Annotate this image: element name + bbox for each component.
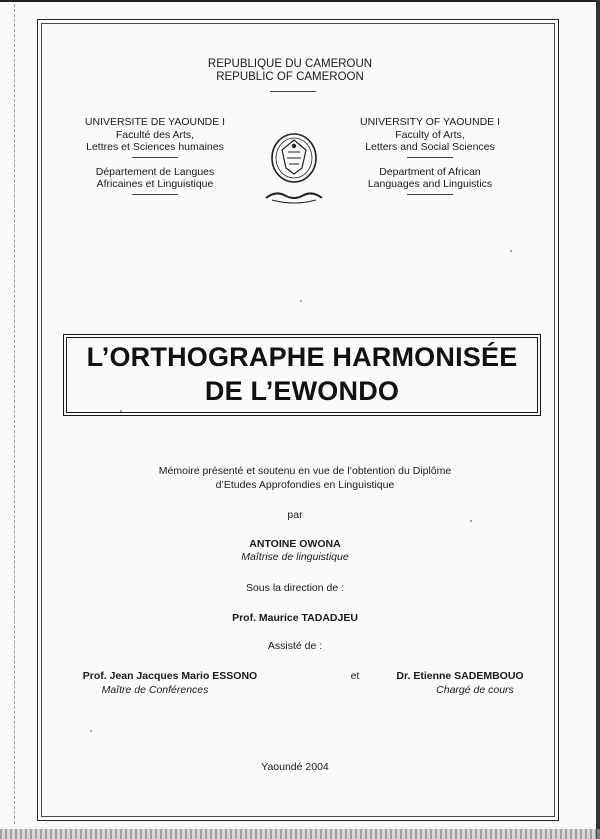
scan-edge-bottom: [0, 829, 600, 839]
left-university: UNIVERSITE DE YAOUNDE I: [84, 116, 226, 128]
scan-speck: [510, 250, 512, 252]
left-rule-1: [132, 157, 178, 158]
purpose-line-1: Mémoire présenté et soutenu en vue de l’obtention du Diplôme: [158, 465, 452, 477]
republic-fr: REPUBLIQUE DU CAMEROUN: [207, 58, 373, 70]
title-line-2: DE L’EWONDO: [204, 376, 400, 406]
by-label: par: [287, 509, 303, 521]
scan-speck: [300, 300, 302, 302]
assistant-2-name: Dr. Etienne SADEMBOUO: [396, 670, 524, 682]
right-faculty-line2: Letters and Social Sciences: [365, 141, 495, 153]
scan-speck: [120, 410, 122, 412]
scan-speck: [470, 520, 472, 522]
assisted-label: Assisté de :: [267, 640, 323, 652]
scan-speck: [90, 730, 92, 732]
assistant-1-name: Prof. Jean Jacques Mario ESSONO: [82, 670, 258, 682]
right-rule-1: [407, 157, 453, 158]
scan-edge-top: [0, 0, 600, 16]
right-faculty-line1: Faculty of Arts,: [395, 128, 465, 141]
assistant-1-title: Maître de Conférences: [101, 684, 209, 696]
left-rule-2: [132, 194, 178, 195]
conjunction-et: et: [350, 670, 360, 682]
right-rule-2: [407, 194, 453, 195]
right-department-line1: Department of African: [379, 165, 481, 178]
right-university: UNIVERSITY OF YAOUNDE I: [359, 116, 501, 128]
scan-edge-right: [596, 0, 600, 839]
author-degree: Maîtrise de linguistique: [241, 551, 349, 563]
left-department-line2: Africaines et Linguistique: [96, 178, 214, 190]
republic-en: REPUBLIC OF CAMEROON: [216, 71, 364, 83]
scan-edge-left: [14, 4, 15, 824]
supervisor-name: Prof. Maurice TADADJEU: [232, 612, 358, 624]
left-faculty-line2: Lettres et Sciences humaines: [86, 141, 224, 153]
left-faculty-line1: Faculté des Arts,: [115, 128, 195, 141]
left-department-line1: Département de Langues: [95, 165, 215, 178]
place-date: Yaoundé 2004: [261, 761, 329, 773]
supervision-label: Sous la direction de :: [245, 582, 345, 594]
right-institution-block: [325, 116, 535, 198]
left-institution-block: [55, 116, 255, 198]
author-name: ANTOINE OWONA: [249, 538, 341, 550]
purpose-line-2: d’Etudes Approfondies en Linguistique: [215, 479, 395, 491]
right-department-line2: Languages and Linguistics: [367, 178, 493, 190]
header-rule: [270, 91, 316, 92]
university-seal-icon: [262, 128, 326, 208]
title-line-1: L’ORTHOGRAPHE HARMONISÉE: [86, 342, 518, 372]
assistant-2-title: Chargé de cours: [436, 684, 514, 696]
